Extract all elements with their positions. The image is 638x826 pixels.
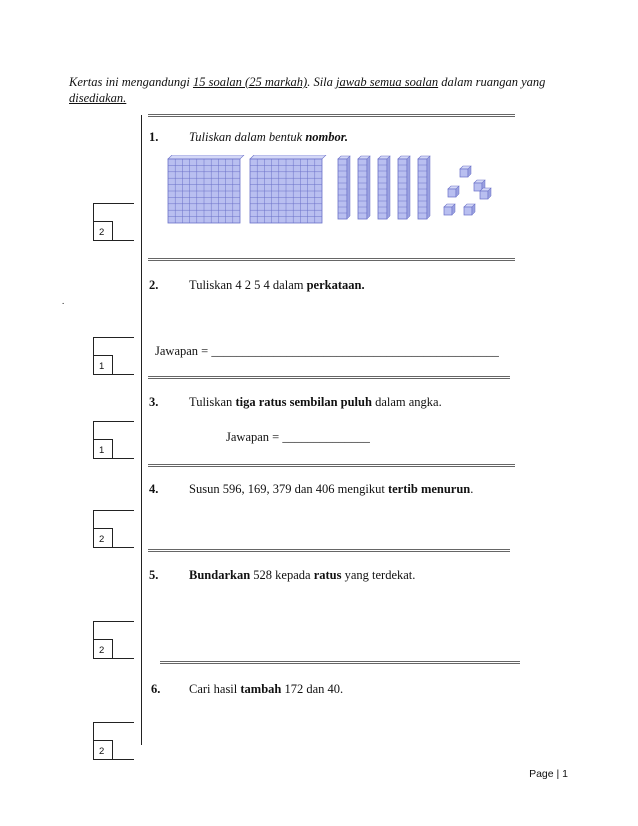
marks-box: 1	[93, 421, 134, 459]
marks-box: 2	[93, 722, 134, 760]
ten-rod	[338, 156, 350, 219]
separator	[160, 661, 520, 664]
question-text: Tuliskan tiga ratus sembilan puluh dalam angka.	[189, 395, 442, 409]
ten-rod	[358, 156, 370, 219]
question-text: Tuliskan dalam bentuk nombor.	[189, 130, 349, 144]
margin-rule	[141, 115, 142, 745]
intro-emphasis: jawab semua soalan	[336, 75, 439, 89]
question-number: 5.	[149, 568, 159, 582]
question-text: Susun 596, 169, 379 dan 406 mengikut tertib menurun.	[189, 482, 474, 496]
question-text: Tuliskan 4 2 5 4 dalam perkataan.	[189, 278, 365, 292]
ten-rod	[378, 156, 390, 219]
one-cube	[464, 204, 475, 215]
question-text: Bundarkan 528 kepada ratus yang terdekat.	[189, 568, 416, 582]
one-cube	[444, 204, 455, 215]
one-cube	[460, 166, 471, 177]
separator	[148, 549, 510, 552]
question-number: 1.	[149, 130, 159, 144]
marks-box: 2	[93, 621, 134, 659]
page-number: Page | 1	[529, 768, 568, 780]
separator	[148, 376, 510, 379]
marks-box: 1	[93, 337, 134, 375]
answer-line[interactable]: Jawapan = ______________	[226, 430, 370, 444]
marks-box: 2	[93, 203, 134, 241]
ten-rod	[418, 156, 430, 219]
question-text: Cari hasil tambah 172 dan 40.	[189, 682, 344, 696]
separator	[148, 114, 515, 117]
question-number: 2.	[149, 278, 159, 292]
stray-mark: .	[62, 296, 65, 306]
one-cube	[448, 186, 459, 197]
hundred-flat	[250, 155, 326, 223]
intro-question-count: 15 soalan (25 markah)	[192, 75, 308, 89]
ten-rod	[398, 156, 410, 219]
base-ten-blocks	[160, 155, 510, 227]
one-cube	[480, 188, 491, 199]
instructions: Kertas ini mengandungi 15 soalan (25 markah). Sila jawab semua soalan dalam ruangan yang disediakan.	[69, 75, 546, 105]
answer-line[interactable]: Jawapan = ______________________________________________	[155, 344, 499, 358]
hundred-flat	[168, 155, 244, 223]
marks-box: 2	[93, 510, 134, 548]
question-number: 4.	[149, 482, 159, 496]
separator	[148, 258, 515, 261]
question-number: 3.	[149, 395, 159, 409]
question-number: 6.	[151, 682, 161, 696]
separator	[148, 464, 515, 467]
